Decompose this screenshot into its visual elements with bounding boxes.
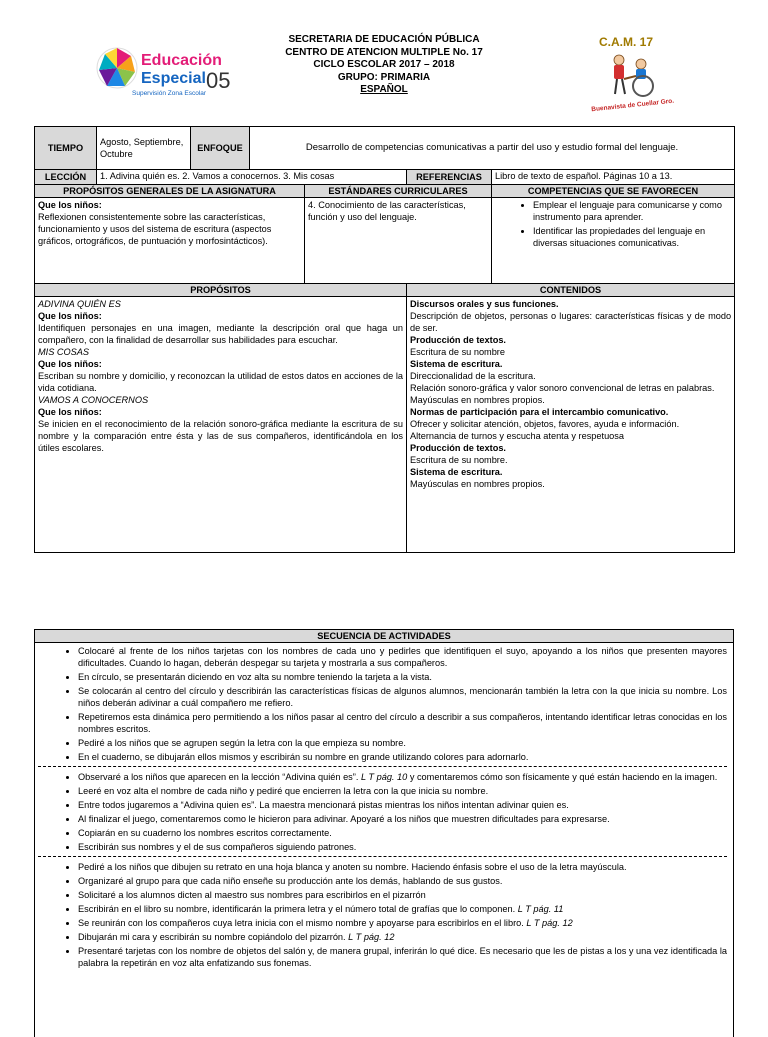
activity-group-2: [38, 771, 727, 853]
contenido-heading: Producción de textos.: [410, 334, 731, 346]
activity-group-3: [38, 861, 727, 969]
list-item: • Observaré a los niños que aparecen en la lección “Adivina quién es”. L T pág. 10 y comentaremos cómo son físicamente y qué están haciendo en la imagen.: [78, 771, 727, 783]
contenidos-cell: [407, 297, 735, 553]
list-item: • Al finalizar el juego, comentaremos como le hicieron para adivinar. Apoyaré a los niños que muestren dificultades para expresarse.: [78, 813, 727, 825]
propositos-cell: [35, 297, 407, 553]
list-item: • Organizaré al grupo para que cada niño enseñe su producción ante los demás, hablando de sus gustos.: [78, 875, 727, 887]
contenido-text: Direccionalidad de la escritura.: [410, 370, 731, 382]
competencias-cell: [492, 198, 735, 284]
proposito-sub: Que los niños:: [38, 310, 403, 322]
svg-text:C.A.M. 17: C.A.M. 17: [599, 35, 653, 49]
list-item: • Solicitaré a los alumnos dicten al maestro sus nombres para escribirlos en el pizarrón: [78, 889, 727, 901]
proposito-sub: Que los niños:: [38, 406, 403, 418]
dashed-divider: [38, 856, 727, 857]
planning-table: [34, 126, 735, 553]
list-item: • Escribirán en el libro su nombre, identificarán la primera letra y el número total de grafías que lo componen. L T pág. 11: [78, 903, 727, 915]
competencias-list: [495, 199, 731, 249]
list-item: • Se colocarán al centro del círculo y describirán las características físicas de algunos alumnos, mencionarán también la letra con la que inicia su nombre. Los niños deberán adivinar a cuál compañero me refiero.: [78, 685, 727, 709]
svg-text:Supervisión Zona Escolar: Supervisión Zona Escolar: [132, 90, 207, 97]
activity-group-1: [38, 645, 727, 763]
list-item: • Identificar las propiedades del lenguaje en diversas situaciones comunicativas.: [533, 225, 731, 249]
header-line-3: CICLO ESCOLAR 2017 – 2018: [0, 59, 768, 72]
leccion-value: 1. Adivina quién es. 2. Vamos a conocernos. 3. Mis cosas: [97, 170, 407, 185]
list-item: • En círculo, se presentarán diciendo en voz alta su nombre teniendo la tarjeta a la vista.: [78, 671, 727, 683]
proposito-title: VAMOS A CONOCERNOS: [38, 394, 403, 406]
contenido-text: Alternancia de turnos y escucha atenta y respetuosa: [410, 430, 731, 442]
list-item: • Presentaré tarjetas con los nombre de objetos del salón y, de manera grupal, inferirán lo qué dice. Es necesario que les de pistas a los y una vez identificada la palabra la repetirán en voz alta enfatizando sus fonemas.: [78, 945, 727, 969]
contenido-heading: Sistema de escritura.: [410, 466, 731, 478]
estandares-cell: [305, 198, 492, 284]
proposito-title: MIS COSAS: [38, 346, 403, 358]
secuencia-cell: [35, 643, 734, 1037]
tiempo-label: TIEMPO: [35, 127, 97, 170]
contenidos-header: CONTENIDOS: [407, 284, 735, 297]
list-item: • Dibujarán mi cara y escribirán su nombre copiándolo del pizarrón. L T pág. 12: [78, 931, 727, 943]
secuencia-header: SECUENCIA DE ACTIVIDADES: [35, 630, 734, 643]
enfoque-value: Desarrollo de competencias comunicativas a partir del uso y estudio formal del lenguaje.: [250, 127, 735, 170]
propositos-generales-header: PROPÓSITOS GENERALES DE LA ASIGNATURA: [35, 185, 305, 198]
leccion-label: LECCIÓN: [35, 170, 97, 185]
estandares-header: ESTÁNDARES CURRICULARES: [305, 185, 492, 198]
list-item: • Copiarán en su cuaderno los nombres escritos correctamente.: [78, 827, 727, 839]
contenido-text: Mayúsculas en nombres propios.: [410, 394, 731, 406]
list-item: • Emplear el lenguaje para comunicarse y como instrumento para aprender.: [533, 199, 731, 223]
list-item: • Repetiremos esta dinámica pero permitiendo a los niños pasar al centro del círculo a describir a sus compañeros, intentando identificar letras conocidas en los nombres escritos.: [78, 711, 727, 735]
list-item: • Colocaré al frente de los niños tarjetas con los nombres de cada uno y pedirles que identifiquen el suyo, apoyando a los niños que presenten mayores dificultades. Cuando lo hagan, deberán despegar su tarjeta y mostrarla a sus compañeros.: [78, 645, 727, 669]
contenido-text: Relación sonoro-gráfica y valor sonoro convencional de letras en palabras.: [410, 382, 731, 394]
contenido-heading: Producción de textos.: [410, 442, 731, 454]
contenido-text: Ofrecer y solicitar atención, objetos, favores, ayuda e información.: [410, 418, 731, 430]
list-item: • Se reunirán con los compañeros cuya letra inicia con el mismo nombre y apoyarse para escribirlos en el libro. L T pág. 12: [78, 917, 727, 929]
header-line-4: GRUPO: PRIMARIA: [0, 72, 768, 85]
header-line-2: CENTRO DE ATENCION MULTIPLE No. 17: [0, 47, 768, 60]
propositos-generales-cell: [35, 198, 305, 284]
list-item: • Pediré a los niños que se agrupen según la letra con la que empieza su nombre.: [78, 737, 727, 749]
contenido-text: Escritura de su nombre.: [410, 454, 731, 466]
educacion-especial-logo: [95, 44, 235, 100]
referencias-value: Libro de texto de español. Páginas 10 a 13.: [492, 170, 735, 185]
list-item: • Pediré a los niños que dibujen su retrato en una hoja blanca y anoten su nombre. Haciendo énfasis sobre el uso de la letra mayúscula.: [78, 861, 727, 873]
tiempo-value: Agosto, Septiembre, Octubre: [97, 127, 191, 170]
contenido-heading: Normas de participación para el intercambio comunicativo.: [410, 406, 731, 418]
header-line-1: SECRETARIA DE EDUCACIÓN PÚBLICA: [0, 34, 768, 47]
competencias-header: COMPETENCIAS QUE SE FAVORECEN: [492, 185, 735, 198]
secuencia-table: [34, 629, 734, 1037]
proposito-title: ADIVINA QUIÉN ES: [38, 298, 403, 310]
contenido-text: Mayúsculas en nombres propios.: [410, 478, 731, 490]
estandares-text: 4. Conocimiento de las características, función y uso del lenguaje.: [308, 199, 488, 223]
que-los-ninos-label: Que los niños:: [38, 199, 301, 211]
list-item: • Leeré en voz alta el nombre de cada niño y pediré que encierren la letra con la que inicia su nombre.: [78, 785, 727, 797]
list-item: • Escribirán sus nombres y el de sus compañeros siguiendo patrones.: [78, 841, 727, 853]
contenido-text: Escritura de su nombre: [410, 346, 731, 358]
list-item: • Entre todos jugaremos a “Adivina quien es”. La maestra mencionará pistas mientras los niños intentan adivinar quien es.: [78, 799, 727, 811]
svg-text:Especial: Especial: [141, 70, 206, 87]
svg-text:Educación: Educación: [141, 52, 222, 69]
enfoque-label: ENFOQUE: [191, 127, 250, 170]
propositos-header: PROPÓSITOS: [35, 284, 407, 297]
svg-text:05: 05: [206, 68, 230, 93]
svg-text:Buenavista de Cuellar Gro.: Buenavista de Cuellar Gro.: [591, 98, 675, 112]
proposito-text: Se inicien en el reconocimiento de la relación sonoro-gráfica mediante la escritura de su nombre y la comparación entre ésta y las de sus compañeros, identificándola en los útiles escolares.: [38, 418, 403, 454]
proposito-text: Escriban su nombre y domicilio, y reconozcan la utilidad de estos datos en acciones de la vida cotidiana.: [38, 370, 403, 394]
proposito-text: Identifiquen personajes en una imagen, mediante la descripción oral que haga un compañero, con la finalidad de desarrollar sus habilidades para escuchar.: [38, 322, 403, 346]
proposito-sub: Que los niños:: [38, 358, 403, 370]
referencias-label: REFERENCIAS: [407, 170, 492, 185]
propositos-generales-text: Reflexionen consistentemente sobre las características, funcionamiento y usos del sistema de escritura (aspectos gráficos, ortográficos, de puntuación y morfosintácticos).: [38, 211, 301, 247]
contenido-heading: Discursos orales y sus funciones.: [410, 298, 731, 310]
header-line-5: ESPAÑOL: [0, 84, 768, 97]
contenido-text: Descripción de objetos, personas o lugares: características físicas y de modo de ser.: [410, 310, 731, 334]
cam17-logo: [585, 32, 680, 112]
list-item: • En el cuaderno, se dibujarán ellos mismos y escribirán su nombre en grande utilizando colores para adornarlo.: [78, 751, 727, 763]
contenido-heading: Sistema de escritura.: [410, 358, 731, 370]
dashed-divider: [38, 766, 727, 767]
